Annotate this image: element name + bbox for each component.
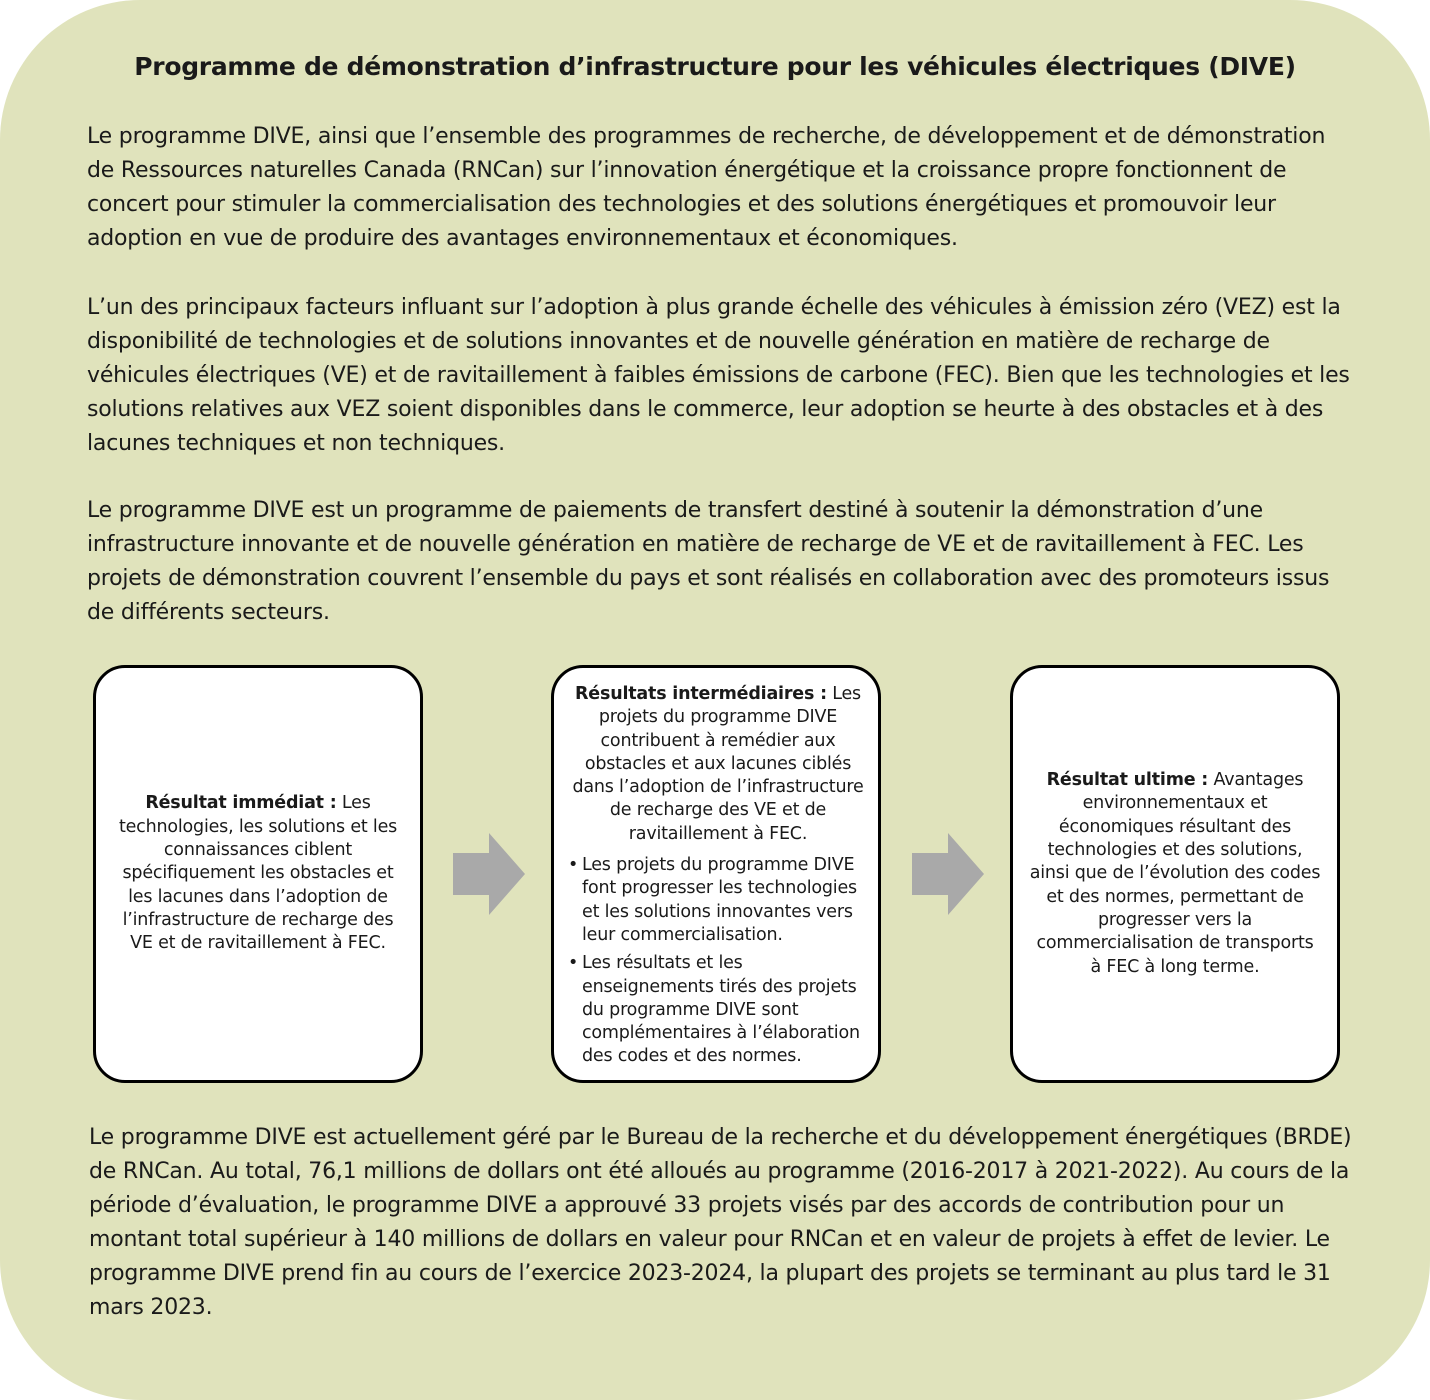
immediate-outcome-box bbox=[93, 665, 423, 1083]
page-title: Programme de démonstration d’infrastructure pour les véhicules électriques (DIVE) bbox=[134, 52, 1296, 81]
intermediate-outcomes-lead bbox=[568, 683, 868, 846]
right-arrow-icon bbox=[453, 833, 525, 915]
bullet-icon: • bbox=[568, 855, 579, 876]
ultimate-outcome-content bbox=[1029, 668, 1321, 1080]
immediate-outcome-content bbox=[112, 668, 404, 1080]
list-item bbox=[568, 952, 868, 1068]
ultimate-outcome-text: Avantages environnementaux et économiques résultant des technologies et des solutions, ainsi que de l’évolution des codes et des normes, permettant de progresser vers la commercialisation de transports à FEC à long terme. bbox=[1029, 770, 1321, 977]
intermediate-outcomes-text: Les projets du programme DIVE contribuent à remédier aux obstacles et aux lacunes ciblés dans l’adoption de l’infrastructure de recharge des VE et de ravitaillement à FEC. bbox=[572, 684, 864, 844]
list-item-text: Les résultats et les enseignements tirés des projets du programme DIVE sont complémentaires à l’élaboration des codes et des normes. bbox=[582, 953, 860, 1067]
intermediate-outcomes-label: Résultats intermédiaires : bbox=[575, 684, 827, 704]
management-funding-paragraph: Le programme DIVE est actuellement géré par le Bureau de la recherche et du développement énergétiques (BRDE) de RNCan. Au total, 76,1 millions de dollars ont été alloués au programme (2016-2017 à 2021-2022). Au cours de la période d’évaluation, le programme DIVE a approuvé 33 projets visés par des accords de contribution pour un montant total supérieur à 140 millions de dollars en valeur pour RNCan et en valeur de projets à effet de levier. Le programme DIVE prend fin au cours de l’exercice 2023-2024, la plupart des projets se terminant au plus tard le 31 mars 2023. bbox=[89, 1125, 1352, 1320]
ultimate-outcome-text-block bbox=[1029, 769, 1321, 979]
list-item-text: Les projets du programme DIVE font progresser les technologies et les solutions innovantes vers leur commercialisation. bbox=[582, 855, 857, 945]
intermediate-outcomes-box bbox=[551, 665, 881, 1083]
intermediate-outcomes-list bbox=[568, 854, 868, 1069]
list-item bbox=[568, 854, 868, 947]
context-paragraph: L’un des principaux facteurs influant sur l’adoption à plus grande échelle des véhicules à émission zéro (VEZ) est la disponibilité de technologies et de solutions innovantes et de nouvelle génération en matière de recharge de véhicules électriques (VE) et de ravitaillement à faibles émissions de carbone (FEC). Bien que les technologies et les solutions relatives aux VEZ soient disponibles dans le commerce, leur adoption se heurte à des obstacles et à des lacunes techniques et non techniques. bbox=[87, 295, 1350, 456]
immediate-outcome-text-block bbox=[112, 792, 404, 955]
immediate-outcome-label: Résultat immédiat : bbox=[145, 793, 337, 814]
ultimate-outcome-box bbox=[1010, 665, 1340, 1083]
program-description-paragraph: Le programme DIVE est un programme de paiements de transfert destiné à soutenir la démonstration d’une infrastructure innovante et de nouvelle génération en matière de recharge de VE et de ravitaillement à FEC. Les projets de démonstration couvrent l’ensemble du pays et sont réalisés en collaboration avec des promoteurs issus de différents secteurs. bbox=[87, 498, 1330, 625]
bullet-icon: • bbox=[568, 953, 579, 974]
ultimate-outcome-label: Résultat ultime : bbox=[1046, 770, 1209, 791]
intro-paragraph: Le programme DIVE, ainsi que l’ensemble des programmes de recherche, de développement et de démonstration de Ressources naturelles Canada (RNCan) sur l’innovation énergétique et la croissance propre fonctionnent de concert pour stimuler la commercialisation des technologies et des solutions énergétiques et promouvoir leur adoption en vue de produire des avantages environnementaux et économiques. bbox=[87, 124, 1326, 251]
right-arrow-icon bbox=[912, 833, 984, 915]
intermediate-outcomes-content bbox=[568, 683, 868, 1074]
immediate-outcome-text: Les technologies, les solutions et les connaissances ciblent spécifiquement les obstacles et les lacunes dans l’adoption de l’infrastructure de recharge des VE et de ravitaillement à FEC. bbox=[118, 793, 398, 954]
